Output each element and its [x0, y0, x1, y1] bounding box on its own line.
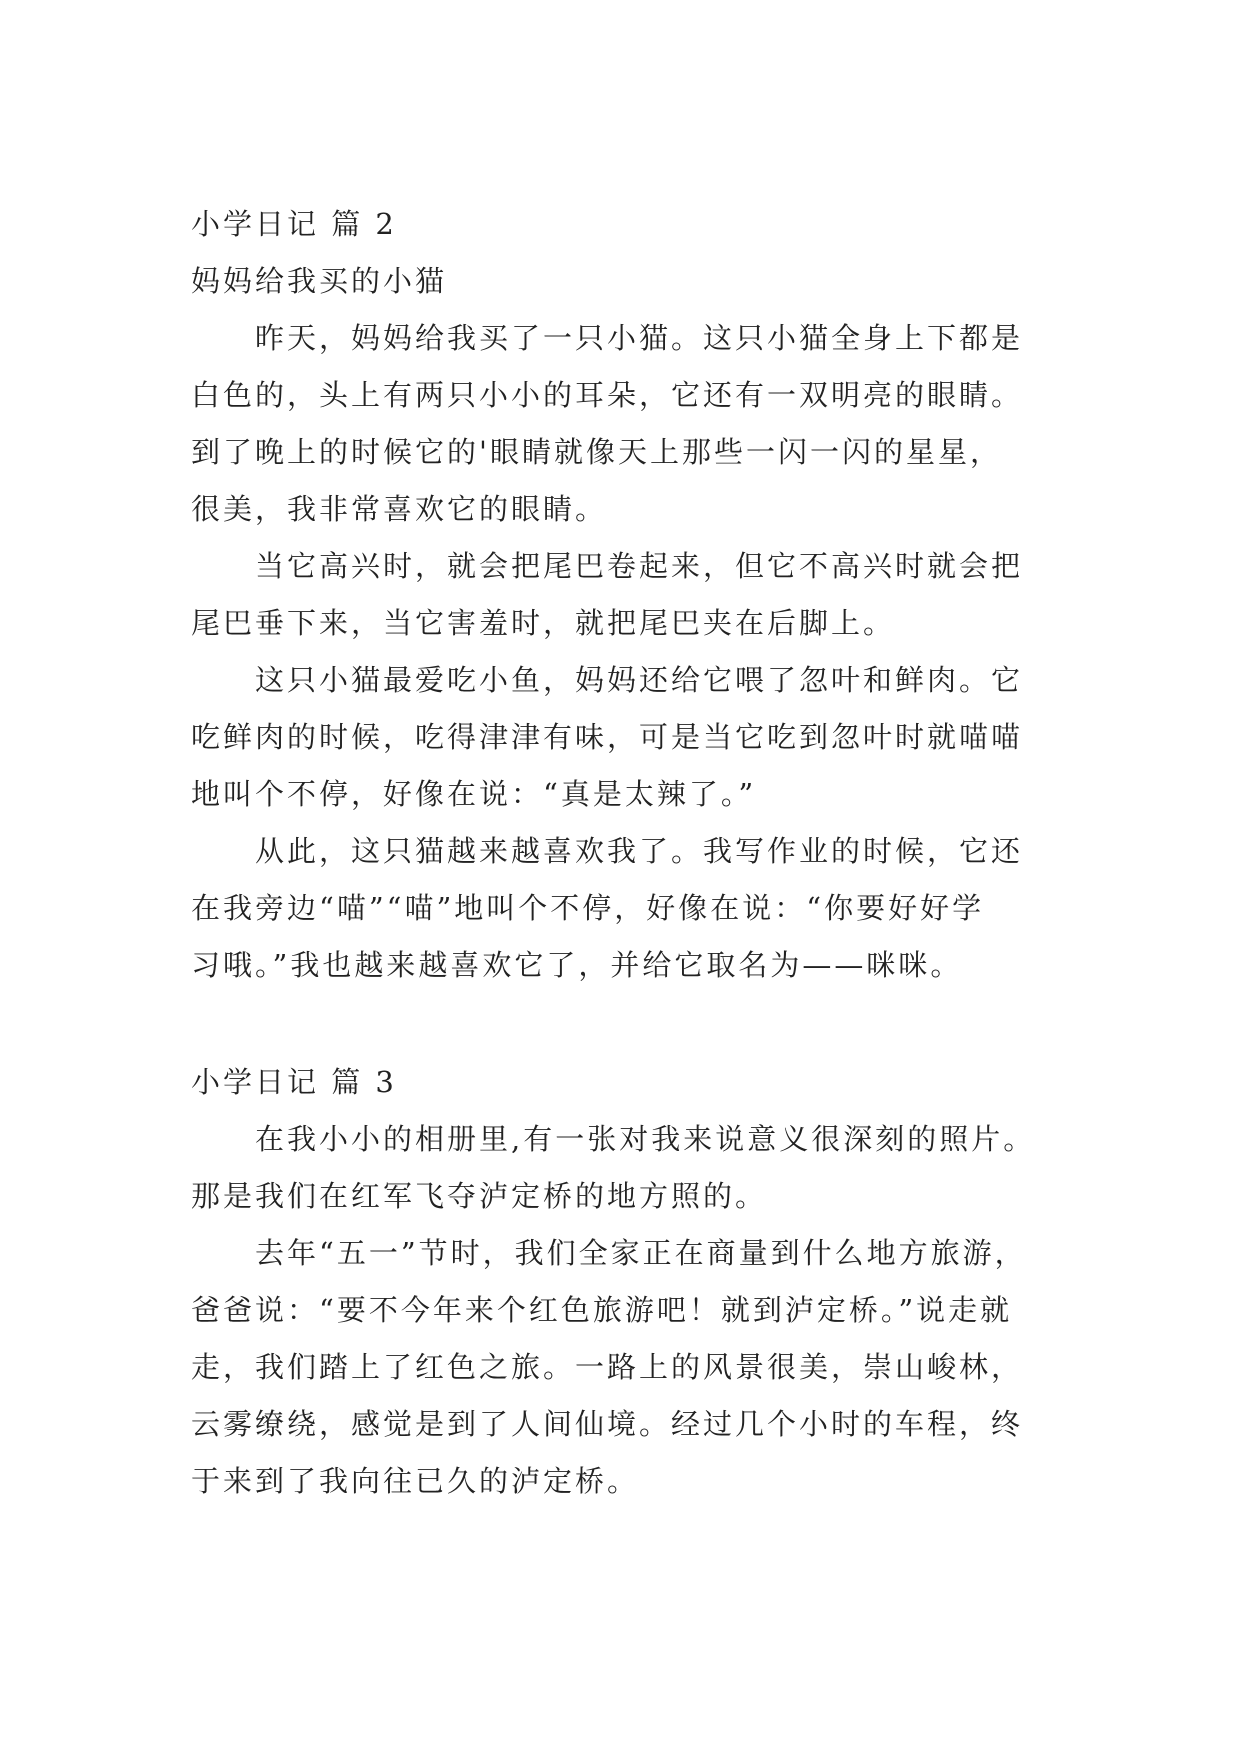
- text-line: 尾巴垂下来，当它害羞时，就把尾巴夹在后脚上。: [191, 606, 896, 640]
- text-line: 云雾缭绕，感觉是到了人间仙境。经过几个小时的车程，终: [191, 1407, 1024, 1441]
- text-line: 于来到了我向往已久的泸定桥。: [191, 1464, 640, 1498]
- text-line: 走，我们踏上了红色之旅。一路上的风景很美，崇山峻林，: [191, 1350, 1024, 1384]
- entry-heading: 小学日记 篇 3: [191, 1065, 397, 1099]
- text-line: 爸爸说：“要不今年来个红色旅游吧！就到泸定桥。”说走就: [191, 1293, 1013, 1327]
- story-title: 妈妈给我买的小猫: [191, 264, 448, 298]
- text-line: 在我小小的相册里,有一张对我来说意义很深刻的照片。: [255, 1122, 1036, 1156]
- paragraph: [191, 652, 1061, 823]
- paragraph: [191, 1111, 1061, 1225]
- entry-heading: 小学日记 篇 2: [191, 207, 397, 241]
- text-line: 吃鲜肉的时候，吃得津津有味，可是当它吃到忽叶时就喵喵: [191, 720, 1024, 754]
- paragraph: [191, 823, 1061, 994]
- document-body: [191, 196, 1061, 1510]
- paragraph: [191, 310, 1061, 538]
- text-line: 从此，这只猫越来越喜欢我了。我写作业的时候，它还: [255, 834, 1024, 868]
- paragraph: [191, 538, 1061, 652]
- text-line: 在我旁边“喵”“喵”地叫个不停，好像在说：“你要好好学: [191, 891, 985, 925]
- diary-entry-3: [191, 1054, 1061, 1510]
- text-line: 去年“五一”节时，我们全家正在商量到什么地方旅游，: [255, 1236, 1027, 1270]
- text-line: 那是我们在红军飞夺泸定桥的地方照的。: [191, 1179, 768, 1213]
- text-line: 当它高兴时，就会把尾巴卷起来，但它不高兴时就会把: [255, 549, 1024, 583]
- text-line: 很美，我非常喜欢它的眼睛。: [191, 492, 608, 526]
- text-line: 习哦。”我也越来越喜欢它了，并给它取名为——咪咪。: [191, 948, 963, 982]
- text-line: 昨天，妈妈给我买了一只小猫。这只小猫全身上下都是: [255, 321, 1024, 355]
- text-line: 地叫个不停，好像在说：“真是太辣了。”: [191, 777, 757, 811]
- text-line: 这只小猫最爱吃小鱼，妈妈还给它喂了忽叶和鲜肉。它: [255, 663, 1024, 697]
- text-line: 白色的，头上有两只小小的耳朵，它还有一双明亮的眼睛。: [191, 378, 1024, 412]
- paragraph: [191, 1225, 1061, 1510]
- text-line: 到了晚上的时候它的'眼睛就像天上那些一闪一闪的星星，: [191, 435, 1002, 469]
- diary-entry-2: [191, 196, 1061, 994]
